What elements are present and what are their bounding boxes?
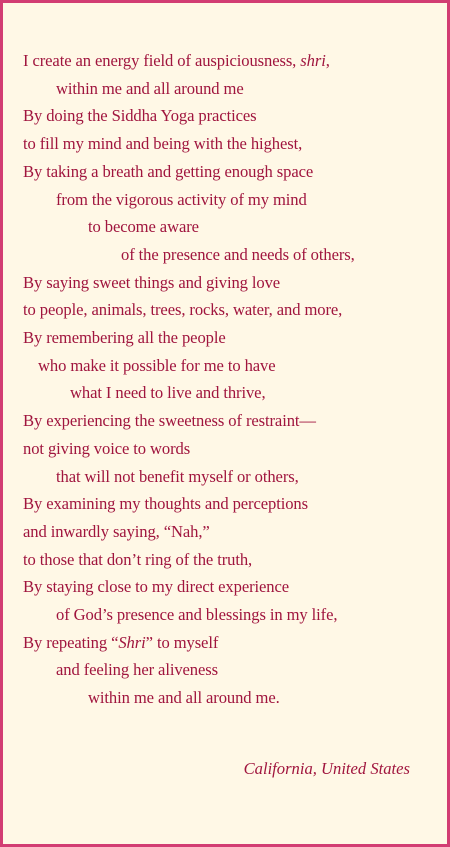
poem-line — [23, 241, 438, 269]
poem-line — [23, 75, 438, 103]
poem-line-text: within me and all around me. — [88, 688, 280, 708]
poem-line — [23, 352, 438, 380]
poem-line — [23, 379, 438, 407]
poem-line-text: I create an energy field of auspiciousness, — [23, 51, 301, 70]
poem-line — [23, 546, 438, 574]
poem-line-text: from the vigorous activity of my mind — [56, 189, 307, 209]
poem-line-text: not giving voice to words — [23, 438, 191, 458]
poem-line-text: and feeling her aliveness — [56, 660, 218, 680]
poem-line — [23, 435, 438, 463]
poem-line — [23, 269, 438, 297]
poem-line-text: By doing the Siddha Yoga practices — [23, 106, 257, 126]
poem-line-italic-word: Shri — [118, 632, 146, 652]
poem-line — [23, 213, 438, 241]
poem-line-text: to become aware — [88, 217, 199, 237]
poem-line — [23, 656, 438, 684]
poem-line-text: , — [325, 51, 330, 70]
poem-line-text: within me and all around me — [56, 78, 244, 98]
poem-line-text: By experiencing the sweetness of restraint— — [23, 411, 316, 431]
poem-line — [23, 684, 438, 712]
poem-line-text: to those that don’t ring of the truth, — [23, 549, 253, 569]
poem-line-text: who make it possible for me to have — [38, 355, 276, 375]
poem-line — [23, 186, 438, 214]
poem-line — [23, 518, 438, 546]
poem-line — [23, 47, 438, 75]
poem-line-text: to fill my mind and being with the highest, — [23, 134, 303, 154]
author-location: California, United States — [243, 759, 410, 778]
poem-line — [23, 102, 438, 130]
poem-line — [23, 158, 438, 186]
poem-line — [23, 296, 438, 324]
poem-line — [23, 601, 438, 629]
poem-line-text: By examining my thoughts and perceptions — [23, 494, 308, 514]
poem-line — [23, 324, 438, 352]
poem-line-text: By saying sweet things and giving love — [23, 272, 281, 292]
poem-line-text: of God’s presence and blessings in my life, — [56, 605, 338, 625]
poem-line — [23, 463, 438, 491]
poem-line — [23, 629, 438, 657]
poem-line-text: and inwardly saying, “Nah,” — [23, 521, 210, 541]
poem-line-text: By remembering all the people — [23, 328, 226, 348]
poem-line — [23, 573, 438, 601]
poem-line — [23, 490, 438, 518]
poem-line-text: ” to myself — [145, 632, 219, 652]
poem-line-text: to people, animals, trees, rocks, water, and more, — [23, 300, 343, 320]
poem-line-text: of the presence and needs of others, — [121, 244, 355, 264]
poem-line-text: By staying close to my direct experience — [23, 577, 290, 597]
poem-line-text: By taking a breath and getting enough space — [23, 161, 314, 181]
poem-text — [23, 47, 438, 712]
poem-line-text: By repeating “ — [23, 632, 119, 652]
poem-line-text: that will not benefit myself or others, — [56, 466, 299, 486]
poem-line-italic-word: shri — [300, 51, 326, 70]
poem-line — [23, 130, 438, 158]
poem-line — [23, 407, 438, 435]
poem-line-text: what I need to live and thrive, — [70, 383, 266, 403]
